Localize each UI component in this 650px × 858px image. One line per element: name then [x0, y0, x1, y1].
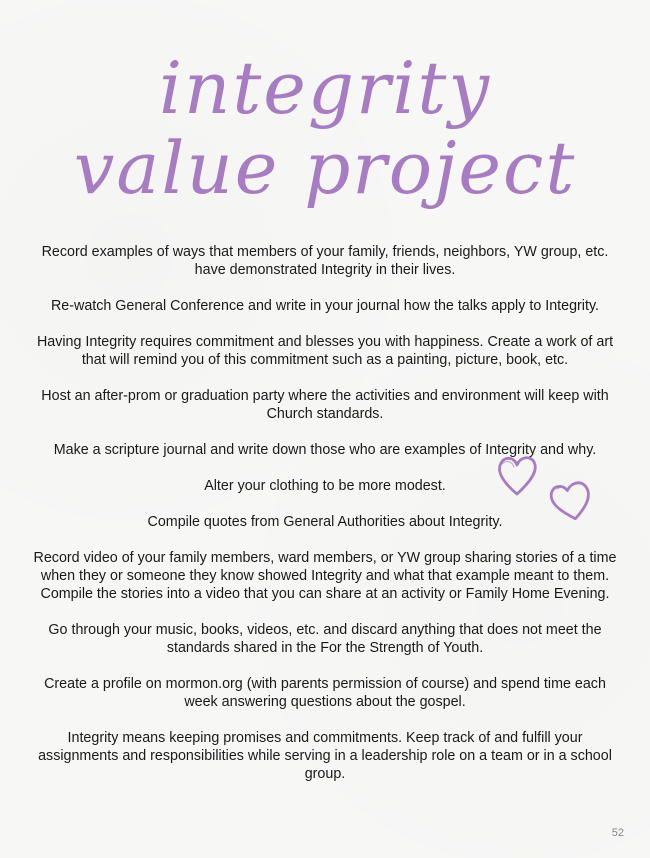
paragraph: Record video of your family members, ward members, or YW group sharing stories of a time when they or someone they know showed Integrity and what that example meant to them. Compile the stories into a video that you can share at an activity or Family Home Evening.	[33, 550, 617, 602]
paragraph: Go through your music, books, videos, etc. and discard anything that does not meet the standards shared in the For the Strength of Youth.	[48, 622, 602, 656]
paragraph: Record examples of ways that members of your family, friends, neighbors, YW group, etc. have demonstrated Integrity in their lives.	[41, 244, 609, 278]
heart-icon	[499, 458, 535, 494]
paragraph: Re-watch General Conference and write in your journal how the talks apply to Integrity.	[50, 298, 600, 314]
paragraph: Make a scripture journal and write down those who are examples of Integrity and why.	[53, 442, 597, 458]
heart-icon	[502, 462, 514, 467]
page-number: 52	[611, 827, 624, 839]
paragraph: Host an after-prom or graduation party where the activities and environment will keep with Church standards.	[41, 388, 609, 422]
paragraph: Create a profile on mormon.org (with parents permission of course) and spend time each week answering questions about the gospel.	[44, 676, 606, 710]
paragraph: Integrity means keeping promises and commitments. Keep track of and fulfill your assignments and responsibilities while serving in a leadership role on a team or in a school group.	[38, 730, 612, 782]
title-block	[0, 40, 650, 220]
paragraph: Compile quotes from General Authorities about Integrity.	[147, 514, 503, 530]
title-line-2: value project	[73, 126, 577, 210]
paragraph: Alter your clothing to be more modest.	[204, 478, 446, 494]
title-line-1: integrity	[158, 46, 492, 130]
paragraph: Having Integrity requires commitment and blesses you with happiness. Create a work of art that will remind you of this commitment such as a painting, picture, book, etc.	[36, 334, 614, 368]
hearts-decoration	[494, 452, 604, 527]
heart-icon	[550, 482, 592, 522]
